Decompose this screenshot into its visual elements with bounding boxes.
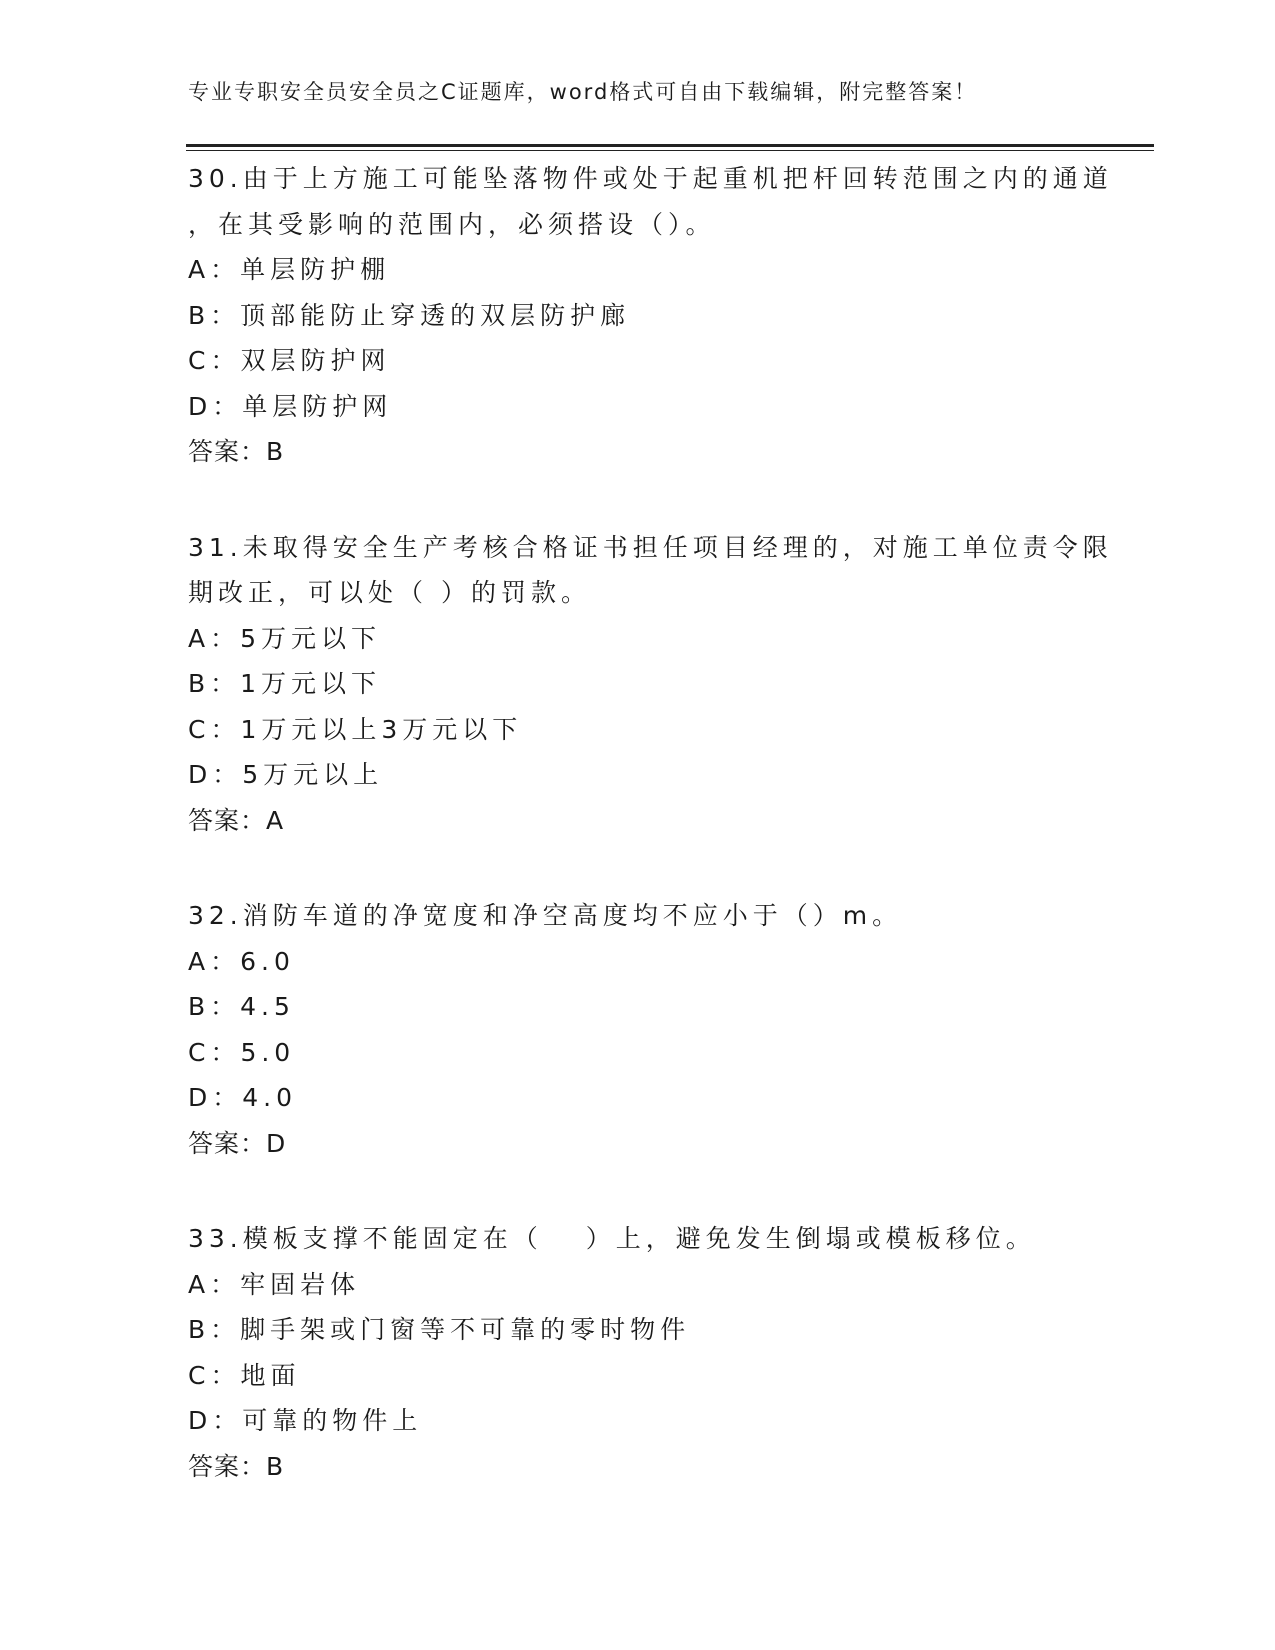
question-30 (188, 156, 1113, 475)
header-rule-thick (186, 144, 1154, 147)
option-a: A：6.0 (188, 946, 295, 976)
question-stem-line: 期改正，可以处（ ）的罚款。 (188, 578, 591, 607)
option-a: A：单层防护棚 (188, 255, 391, 284)
page-header: 专业专职安全员安全员之C证题库，word格式可自由下载编辑，附完整答案！ (188, 80, 978, 104)
question-stem-line: ，在其受影响的范围内，必须搭设（）。 (188, 209, 716, 239)
option-a: A：牢固岩体 (188, 1269, 361, 1299)
option-d: D：4.0 (188, 1083, 298, 1112)
option-d: D：5万元以上 (188, 760, 384, 789)
option-c: C：5.0 (188, 1037, 296, 1067)
question-stem-line: 31.未取得安全生产考核合格证书担任项目经理的，对施工单位责令限 (188, 532, 1113, 562)
question-33 (188, 1216, 1088, 1489)
option-b: B：顶部能防止穿透的双层防护廊 (188, 300, 631, 330)
question-stem-line: 33.模板支撑不能固定在（ ）上，避免发生倒塌或模板移位。 (188, 1224, 1036, 1253)
option-d: D：可靠的物件上 (188, 1406, 423, 1435)
question-stem-line: 30.由于上方施工可能坠落物件或处于起重机把杆回转范围之内的通道 (188, 164, 1113, 193)
option-b: B：1万元以下 (188, 669, 382, 698)
option-a: A：5万元以下 (188, 623, 382, 653)
option-b: B：4.5 (188, 992, 295, 1021)
answer: 答案：D (188, 1128, 287, 1158)
option-c: C：地面 (188, 1360, 301, 1390)
option-c: C：双层防护网 (188, 346, 391, 375)
answer: 答案：A (188, 805, 285, 835)
answer: 答案：B (188, 437, 285, 466)
header-rule-thin (186, 150, 1154, 151)
question-list (188, 156, 1113, 1539)
option-d: D：单层防护网 (188, 391, 393, 421)
question-stem-line: 32.消防车道的净宽度和净空高度均不应小于（）m。 (188, 901, 903, 930)
answer: 答案：B (188, 1451, 285, 1481)
question-31 (188, 525, 1113, 844)
question-32 (188, 893, 1088, 1166)
option-c: C：1万元以上3万元以下 (188, 714, 523, 744)
option-b: B：脚手架或门窗等不可靠的零时物件 (188, 1315, 691, 1344)
